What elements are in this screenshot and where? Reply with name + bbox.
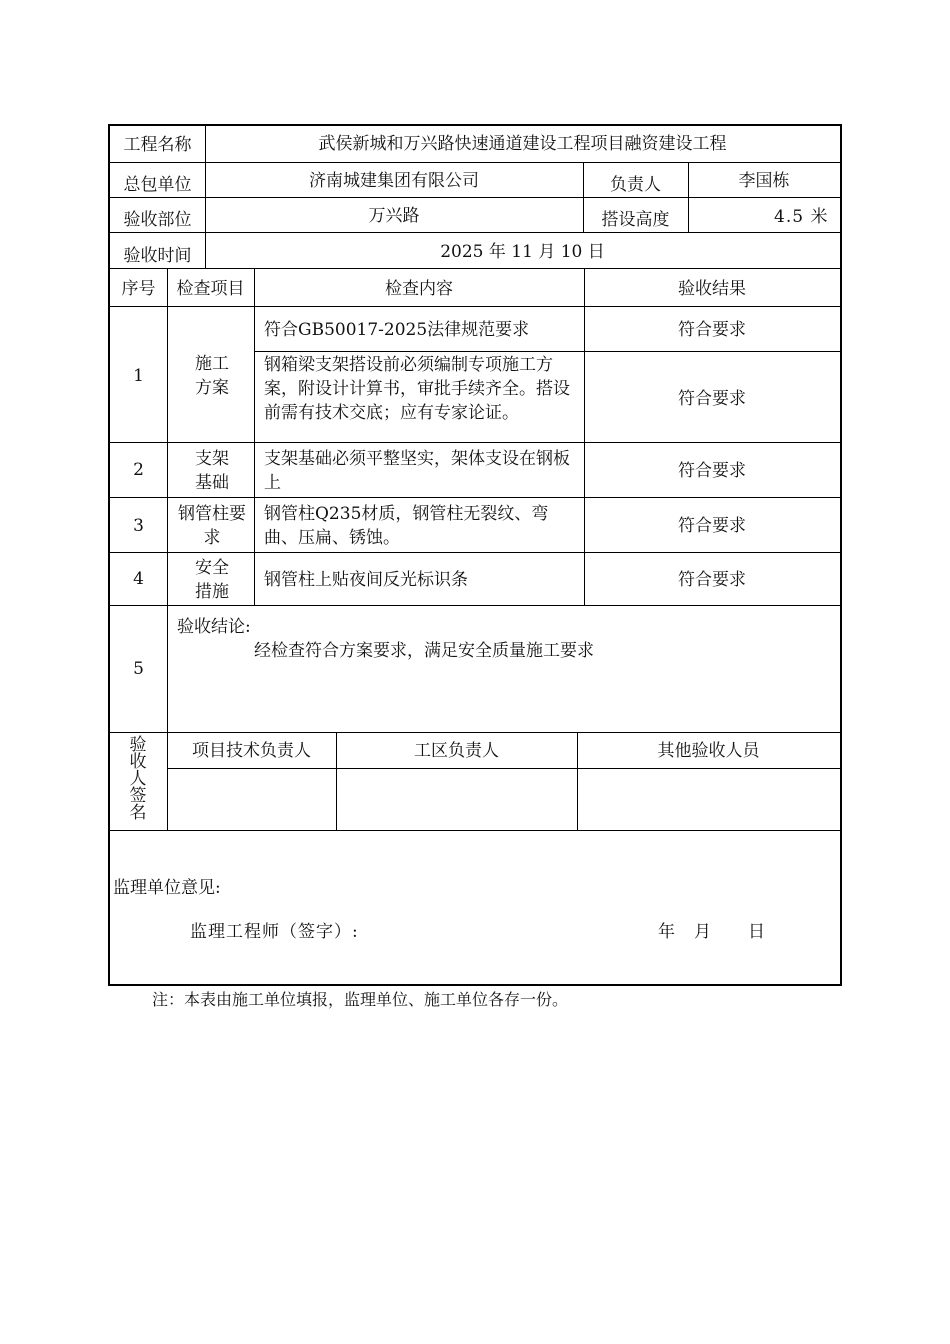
date-label: 验收时间 bbox=[123, 246, 192, 266]
row-divider bbox=[110, 162, 840, 163]
signature-area-lead: 工区负责人 bbox=[414, 741, 499, 761]
row-3-item: 钢管柱要求 bbox=[178, 504, 246, 548]
col-header-content: 检查内容 bbox=[385, 279, 453, 299]
row-1-seq: 1 bbox=[133, 366, 144, 386]
col-header-item: 检查项目 bbox=[176, 279, 245, 299]
row-4-content: 钢管柱上贴夜间反光标识条 bbox=[264, 570, 468, 590]
row-divider bbox=[167, 768, 840, 769]
row-1-item: 施工方案 bbox=[195, 354, 229, 398]
row-4-result: 符合要求 bbox=[678, 570, 746, 590]
row-1-result-a: 符合要求 bbox=[678, 320, 746, 340]
row-2-item: 支架基础 bbox=[195, 449, 229, 493]
project-name-label: 工程名称 bbox=[123, 135, 192, 155]
supervision-opinion-label: 监理单位意见: bbox=[113, 878, 221, 898]
row-3-seq: 3 bbox=[133, 516, 144, 536]
row-1-content-a: 符合GB50017-2025法律规范要求 bbox=[264, 320, 530, 340]
row-5-seq: 5 bbox=[133, 659, 144, 679]
row-divider bbox=[110, 268, 840, 269]
col-header-seq: 序号 bbox=[121, 279, 156, 299]
manager-label: 负责人 bbox=[610, 175, 661, 195]
row-3-result: 符合要求 bbox=[678, 516, 746, 536]
location-label: 验收部位 bbox=[123, 210, 192, 230]
location-value: 万兴路 bbox=[368, 206, 420, 226]
acceptance-form bbox=[108, 124, 842, 986]
project-name-value: 武侯新城和万兴路快速通道建设工程项目融资建设工程 bbox=[318, 134, 727, 154]
signature-label: 验收人签名 bbox=[129, 735, 147, 823]
contractor-label: 总包单位 bbox=[123, 175, 192, 195]
row-4-item: 安全措施 bbox=[195, 558, 229, 602]
height-label: 搭设高度 bbox=[601, 210, 670, 230]
signature-tech-lead: 项目技术负责人 bbox=[192, 741, 311, 761]
row-divider bbox=[110, 605, 840, 606]
signature-others: 其他验收人员 bbox=[657, 741, 760, 761]
contractor-value: 济南城建集团有限公司 bbox=[309, 171, 479, 191]
row-divider bbox=[110, 830, 840, 831]
row-1-result-b: 符合要求 bbox=[678, 389, 746, 409]
row-divider bbox=[110, 442, 840, 443]
col-divider bbox=[254, 268, 255, 605]
supervision-engineer-label: 监理工程师（签字）: bbox=[190, 922, 359, 942]
row-3-content: 钢管柱Q235材质，钢管柱无裂纹、弯曲、压扁、锈蚀。 bbox=[264, 504, 549, 548]
supervision-date: 年 月 日 bbox=[658, 922, 766, 942]
footnote: 注：本表由施工单位填报，监理单位、施工单位各存一份。 bbox=[152, 990, 569, 1009]
row-divider bbox=[110, 197, 840, 198]
manager-value: 李国栋 bbox=[738, 171, 790, 191]
height-value: 4.5 米 bbox=[774, 207, 829, 227]
row-1-content-b: 钢箱梁支架搭设前必须编制专项施工方案，附设计计算书，审批手续齐全。搭设前需有技术交底；应有专家论证。 bbox=[264, 355, 570, 423]
row-4-seq: 4 bbox=[133, 569, 144, 589]
row-2-result: 符合要求 bbox=[678, 461, 746, 481]
row-2-seq: 2 bbox=[133, 460, 144, 480]
date-value: 2025 年 11 月 10 日 bbox=[440, 242, 605, 262]
conclusion-text: 经检查符合方案要求，满足安全质量施工要求 bbox=[254, 641, 594, 661]
col-header-result: 验收结果 bbox=[678, 279, 746, 299]
row-divider bbox=[110, 552, 840, 553]
row-divider bbox=[110, 497, 840, 498]
row-divider bbox=[254, 351, 840, 352]
row-2-content: 支架基础必须平整坚实，架体支设在钢板上 bbox=[264, 449, 570, 493]
row-divider bbox=[110, 232, 840, 233]
row-divider bbox=[110, 732, 840, 733]
row-divider bbox=[110, 306, 840, 307]
conclusion-label: 验收结论: bbox=[177, 617, 251, 637]
